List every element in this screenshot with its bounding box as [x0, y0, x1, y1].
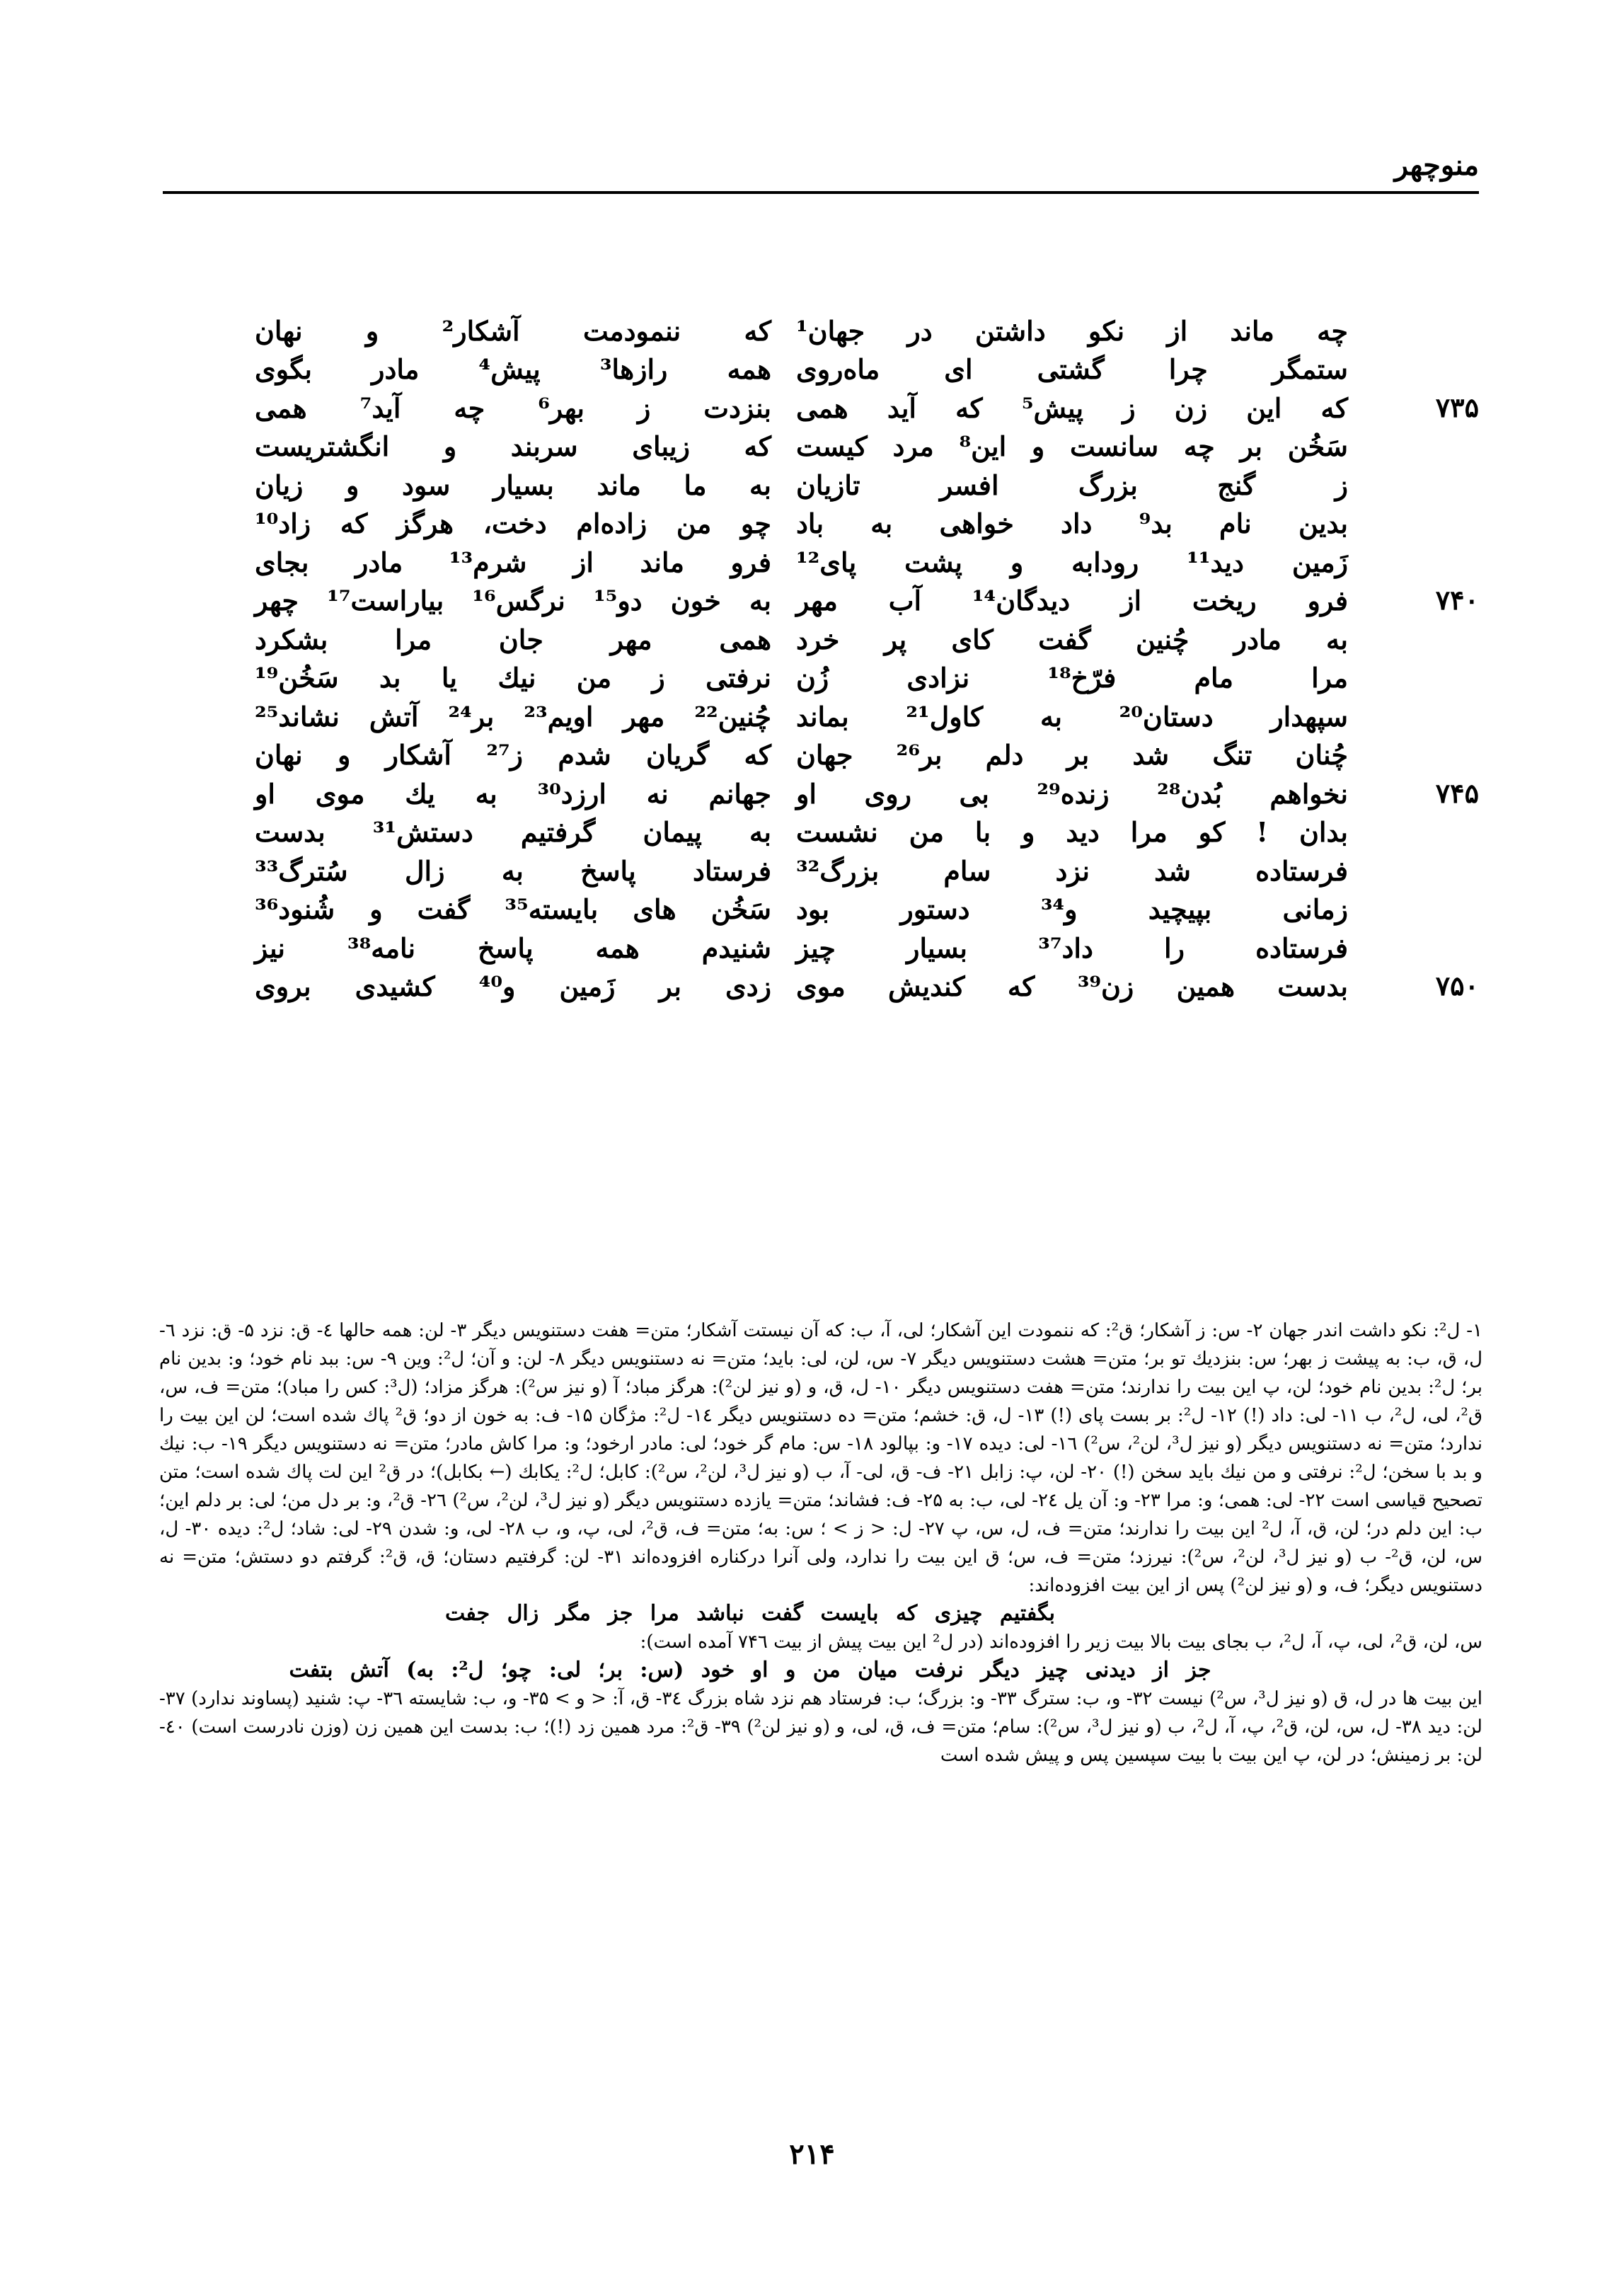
couplet-row [255, 697, 1479, 736]
couplet-row [255, 659, 1479, 698]
couplet-row [255, 582, 1479, 621]
couplet-row [255, 736, 1479, 775]
second-hemistich: که زیبای سربند و انگشتریست [255, 430, 771, 462]
first-hemistich: زَمین دید¹¹ رودابه و پشت پای¹² [796, 546, 1348, 578]
couplet-row [255, 428, 1479, 466]
second-hemistich: سَخُن های بایسته³⁵ گفت و شُنود³⁶ [255, 893, 772, 925]
first-hemistich: فرستاده شد نزد سام بزرگ³² [796, 854, 1348, 887]
second-hemistich: بنزدت ز بهر⁶ چه آید⁷ همی [255, 391, 771, 424]
couplet-row [255, 929, 1479, 968]
second-hemistich: که ننمودمت آشکار² و نهان [255, 314, 772, 347]
first-hemistich: بدست همین زن³⁹ که کندیش موی [796, 970, 1348, 1002]
page-title: منوچهر [1394, 149, 1479, 182]
page-header [163, 142, 1479, 198]
footnote-paragraph: این بیت ها در ل، ق (و نیز ل³، س²) نیست ۳۲- و، ب: سترگ ۳۳- و: بزرگ؛ ب: فرستاد هم نزد شاه بزرگ ۳٤- ق، آ: < و > ۳۵- و، ب: شایسته ۳٦- پ: شنید (پساوند ندارد) ۳۷- لن: دید ۳۸- ل، س، لن، ق²، پ، آ، ل²، ب (و نیز ل³، س²): سام؛ متن= ف، ق، لی، و (و نیز لن²) ۳۹- ق²: مرد همین زد (!)؛ ب: بدست این همین زن (وزن نادرست است) ٤۰- لن: بر زمینش؛ در لن، پ این بیت با بیت سپسین پس و پیش شده است [159, 1688, 1482, 1766]
second-hemistich: که گریان شدم ز²⁷ آشکار و نهان [255, 739, 771, 771]
couplet-row [255, 968, 1479, 1006]
couplet-row [255, 774, 1479, 813]
couplet-row [255, 890, 1479, 929]
second-hemistich: شنیدم همه پاسخ نامه³⁸ نیز [255, 931, 771, 964]
first-hemistich: چُنان تنگ شد بر دلم بر²⁶ جهان [796, 739, 1348, 771]
page-number: ۲۱۴ [789, 2138, 835, 2171]
first-hemistich: چه ماند از نکو داشتن در جهان¹ [796, 314, 1348, 347]
footnote-added-verse: بگفتیم چیزی که بایست گفت نباشد مرا جز مگر زال جفت [444, 1601, 1056, 1626]
first-hemistich: فرو ریخت از دیدگان¹⁴ آب مهر [796, 585, 1348, 616]
header-rule [163, 191, 1479, 194]
first-hemistich: ز گنج بزرگ افسر تازیان [796, 469, 1348, 501]
couplet-row [255, 350, 1479, 389]
couplet-row [255, 620, 1479, 659]
second-hemistich: به پیمان گرفتیم دستش³¹ بدست [255, 816, 771, 848]
first-hemistich: ستمگر چرا گشتی ای ماه‌روی [796, 353, 1348, 385]
second-hemistich: فرستاد پاسخ به زال سُترگ³³ [255, 854, 771, 887]
first-hemistich: بدان ! کو مرا دید و با من نشست [796, 816, 1348, 848]
footnote-paragraph: س، لن، ق²، لی، پ، آ، ل²، ب بجای بیت بالا بیت زیر را افزوده‌اند (در ل² این بیت پیش از بیت ۷۴٦ آمده است): [640, 1631, 1482, 1653]
first-hemistich: سپهدار دستان²⁰ به کاول²¹ بماند [796, 700, 1348, 733]
footnote-paragraph: ۱- ل²: نکو داشت اندر جهان ۲- س: ز آشکار؛ ق²: که ننمودت این آشکار؛ لی، آ، ب: که آن نیستت آشکار؛ متن= هفت دستنویس دیگر ۳- لن: همه حالها ٤- ق: نزد ۵- ق: نزد ٦- ل، ق، ب: به پیشت ز بهر؛ س: بنزدیك تو بر؛ متن= هشت دستنویس دیگر ۷- س، لن، لی: باید؛ متن= نه دستنویس دیگر ۸- لن: و آن؛ ل²: وین ۹- س: ببد نام خود؛ و: بدین نام بر؛ ل²: بدین نام خود؛ لن، پ این بیت را ندارند؛ متن= هفت دستنویس دیگر ۱۰- ل، ق، و (و نیز لن²): هرگز مباد؛ آ (و نیز س²): هرگز مزاد؛ (ل³: کس را مباد)؛ متن= ف، س، ق²، لی، ل²، ب ۱۱- لی: داد (!) ۱۲- ل²: بر بست پای (!) ۱۳- ل، ق: خشم؛ متن= ده دستنویس دیگر ۱٤- ل²: مژگان ۱۵- ف: به خون از دو؛ ق² پاك شده است؛ لن این بیت را ندارد؛ متن= نه دستنویس دیگر (و نیز ل³، لن²، س²) ۱٦- لی: دیده ۱۷- و: بپالود ۱۸- س: مام گر خود؛ لی: مادر ارخود؛ و: مرا کاش مادر؛ متن= نه دستنویس دیگر ۱۹- ب: نیك و بد با سخن؛ ل²: نرفتی و من نیك باید سخن (!) ۲۰- لن، پ: زابل ۲۱- ف- ق، لی- آ، ب (و نیز ل³، لن²، س²): کابل؛ ل²: یکابك (← بکابل)؛ در ق² این لت پاك شده است؛ متن تصحیح قیاسی است ۲۲- لی: همی؛ و: مرا ۲۳- و: آن یل ۲٤- لی، ب: به ۲۵- ف: فشاند؛ متن= یازده دستنویس دیگر (و نیز ل³، لن²، س²) ۲٦- ق²، و: بر دل من؛ لی: بر دلم این؛ ب: این دلم در؛ لن، ق، آ، ل² این بیت را ندارند؛ متن= ف، ل، س، پ ۲۷- ل: < ز > ؛ س: به؛ متن= ف، ق²، لی، پ، و، ب ۲۸- لی، و: شدن ۲۹- لی: شاد؛ ل²: دیده ۳۰- ل، س، لن، ق²- ب (و نیز ل³، لن²، س²): نیرزد؛ متن= ف، س؛ ق این بیت را ندارد، ولی آنرا درکناره افزوده‌اند ۳۱- لن: گرفتیم دستان؛ ق، ق²: گرفتم دو دستش؛ متن= نه دستنویس دیگر؛ ف، و (و نیز لن²) پس از این بیت افزوده‌اند: [159, 1320, 1483, 1596]
couplet-row [255, 851, 1479, 890]
verse-number: ۷۴۰ [1435, 584, 1479, 616]
second-hemistich: نرفتی ز من نیك یا بد سَخُن¹⁹ [255, 662, 771, 694]
couplet-row [255, 466, 1479, 505]
first-hemistich: فرستاده را داد³⁷ بسیار چیز [796, 931, 1348, 964]
first-hemistich: بدین نام بد⁹ داد خواهی به باد [796, 507, 1348, 539]
second-hemistich: همه رازها³ پیش⁴ مادر بگوی [255, 353, 771, 385]
verse-number: ۷۴۵ [1435, 776, 1479, 809]
first-hemistich: مرا مام فرّخ¹⁸ نزادی زُن [796, 662, 1348, 694]
second-hemistich: به خون دو¹⁵ نرگس¹⁶ بیاراست¹⁷ چهر [255, 585, 772, 616]
footnote-added-verse: جز از دیدنی چیز دیگر نرفت میان من و او خود (س: بر؛ لی: چو؛ ل²: به) آتش بتفت [289, 1658, 1211, 1682]
second-hemistich: جهانم نه ارزد³⁰ به یك موی او [255, 777, 772, 810]
couplet-row [255, 543, 1479, 582]
second-hemistich: همی مهر جان مرا بشکرد [255, 623, 771, 655]
second-hemistich: زدی بر زَمین و⁴⁰ کشیدی بروی [255, 970, 771, 1002]
second-hemistich: چو من زاده‌ام دخت، هرگز که زاد¹⁰ [255, 507, 771, 539]
footnotes [159, 1316, 1482, 1769]
second-hemistich: چُنین²² مهر اویم²³ بر²⁴ آتش نشاند²⁵ [255, 700, 771, 733]
first-hemistich: که این زن ز پیش⁵ که آید همی [796, 391, 1348, 424]
second-hemistich: به ما ماند بسیار سود و زیان [255, 469, 771, 501]
couplet-row [255, 813, 1479, 852]
verse-number: ۷۵۰ [1435, 970, 1479, 1002]
first-hemistich: زمانی بپیچید و³⁴ دستور بود [796, 893, 1348, 925]
first-hemistich: سَخُن بر چه سانست و این⁸ مرد کیست [796, 430, 1348, 462]
couplet-row [255, 505, 1479, 544]
poem-body [255, 311, 1479, 1006]
first-hemistich: به مادر چُنین گفت کای پر خرد [796, 623, 1348, 655]
verse-number: ۷۳۵ [1435, 391, 1479, 423]
first-hemistich: نخواهم بُدن²⁸ زنده²⁹ بی روی او [796, 777, 1349, 810]
couplet-row [255, 311, 1479, 350]
couplet-row [255, 389, 1479, 428]
second-hemistich: فرو ماند از شرم¹³ مادر بجای [255, 546, 772, 578]
